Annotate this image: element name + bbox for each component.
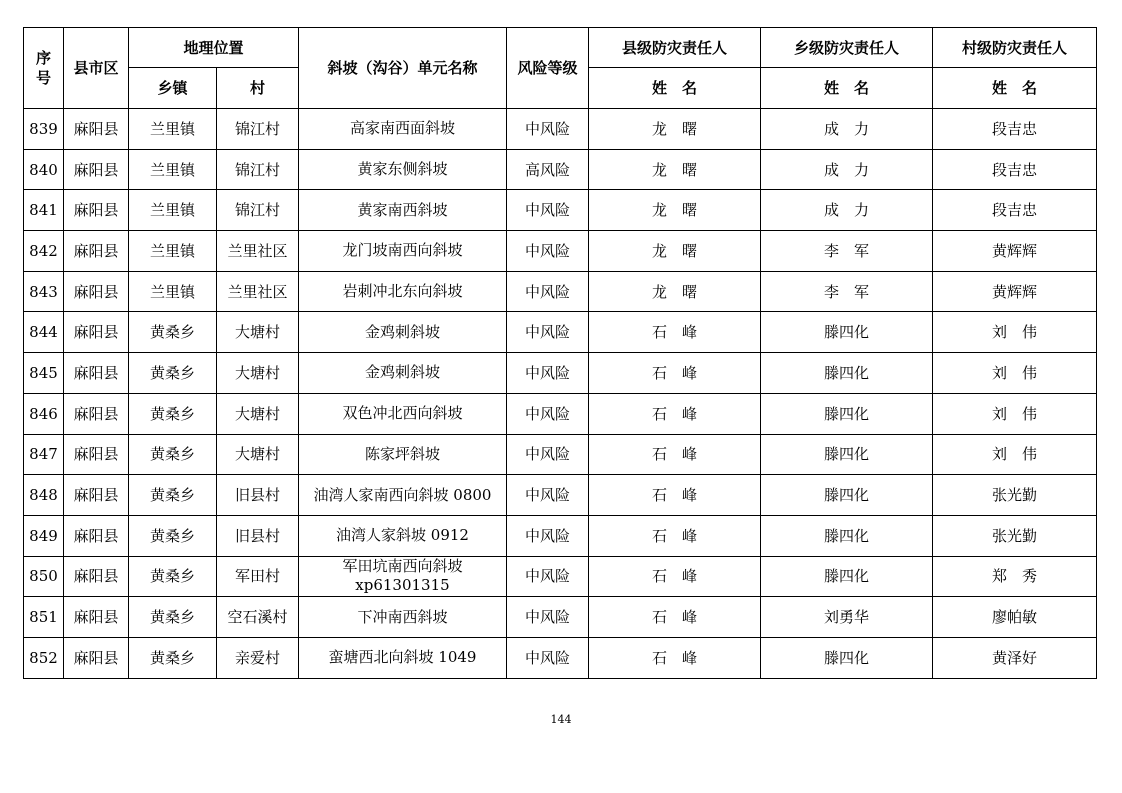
cell-township-person: 滕四化 — [761, 556, 933, 597]
cell-risk: 中风险 — [507, 597, 589, 638]
cell-county: 麻阳县 — [64, 556, 129, 597]
cell-township: 黄桑乡 — [129, 515, 217, 556]
cell-county: 麻阳县 — [64, 475, 129, 516]
cell-village-person: 刘 伟 — [933, 393, 1097, 434]
cell-county: 麻阳县 — [64, 637, 129, 678]
cell-seq: 851 — [24, 597, 64, 638]
header-county-district: 县市区 — [64, 28, 129, 109]
cell-slope-unit: 双色冲北西向斜坡 — [299, 393, 507, 434]
table-row — [24, 149, 1097, 190]
cell-township-person: 成 力 — [761, 109, 933, 150]
cell-township-person: 滕四化 — [761, 515, 933, 556]
cell-village: 兰里社区 — [217, 231, 299, 272]
cell-risk: 中风险 — [507, 312, 589, 353]
cell-county: 麻阳县 — [64, 190, 129, 231]
cell-township: 黄桑乡 — [129, 475, 217, 516]
cell-slope-unit: 蛮塘西北向斜坡 1049 — [299, 637, 507, 678]
cell-village: 锦江村 — [217, 190, 299, 231]
cell-county: 麻阳县 — [64, 515, 129, 556]
table-row — [24, 556, 1097, 597]
table-row — [24, 637, 1097, 678]
cell-slope-unit: 黄家东侧斜坡 — [299, 149, 507, 190]
cell-seq: 847 — [24, 434, 64, 475]
cell-township: 兰里镇 — [129, 149, 217, 190]
cell-slope-unit: 下冲南西斜坡 — [299, 597, 507, 638]
cell-county-person: 石 峰 — [589, 637, 761, 678]
cell-village: 锦江村 — [217, 109, 299, 150]
cell-county-person: 石 峰 — [589, 434, 761, 475]
cell-risk: 中风险 — [507, 109, 589, 150]
cell-slope-unit: 油湾人家斜坡 0912 — [299, 515, 507, 556]
cell-seq: 846 — [24, 393, 64, 434]
cell-township-person: 成 力 — [761, 149, 933, 190]
header-township: 乡镇 — [129, 68, 217, 109]
cell-county-person: 石 峰 — [589, 393, 761, 434]
header-geo-location: 地理位置 — [129, 28, 299, 68]
cell-slope-unit: 金鸡刺斜坡 — [299, 353, 507, 394]
cell-village-person: 廖帕敏 — [933, 597, 1097, 638]
cell-township-person: 滕四化 — [761, 393, 933, 434]
cell-village: 锦江村 — [217, 149, 299, 190]
cell-village-person: 段吉忠 — [933, 109, 1097, 150]
cell-seq: 841 — [24, 190, 64, 231]
cell-village-person: 段吉忠 — [933, 190, 1097, 231]
header-village-name: 姓 名 — [933, 68, 1097, 109]
cell-seq: 850 — [24, 556, 64, 597]
cell-township: 兰里镇 — [129, 109, 217, 150]
cell-village-person: 段吉忠 — [933, 149, 1097, 190]
cell-village-person: 郑 秀 — [933, 556, 1097, 597]
cell-village: 空石溪村 — [217, 597, 299, 638]
cell-slope-unit: 军田坑南西向斜坡 xp61301315 — [299, 556, 507, 597]
cell-township-person: 滕四化 — [761, 434, 933, 475]
cell-township: 黄桑乡 — [129, 353, 217, 394]
cell-township: 兰里镇 — [129, 271, 217, 312]
table-row — [24, 190, 1097, 231]
responsibility-table — [23, 27, 1097, 679]
cell-village: 大塘村 — [217, 393, 299, 434]
cell-county: 麻阳县 — [64, 434, 129, 475]
cell-county: 麻阳县 — [64, 393, 129, 434]
cell-township-person: 李 军 — [761, 271, 933, 312]
cell-township-person: 滕四化 — [761, 353, 933, 394]
header-village: 村 — [217, 68, 299, 109]
cell-county: 麻阳县 — [64, 231, 129, 272]
header-slope-unit-name: 斜坡（沟谷）单元名称 — [299, 28, 507, 109]
cell-township: 黄桑乡 — [129, 312, 217, 353]
cell-county: 麻阳县 — [64, 109, 129, 150]
cell-village: 大塘村 — [217, 312, 299, 353]
table-row — [24, 271, 1097, 312]
cell-county: 麻阳县 — [64, 149, 129, 190]
cell-seq: 849 — [24, 515, 64, 556]
cell-township: 黄桑乡 — [129, 556, 217, 597]
cell-county: 麻阳县 — [64, 271, 129, 312]
cell-township-person: 滕四化 — [761, 312, 933, 353]
cell-township-person: 滕四化 — [761, 637, 933, 678]
cell-county-person: 石 峰 — [589, 556, 761, 597]
table-row — [24, 597, 1097, 638]
cell-seq: 843 — [24, 271, 64, 312]
cell-county-person: 石 峰 — [589, 312, 761, 353]
cell-county-person: 石 峰 — [589, 597, 761, 638]
cell-township-person: 李 军 — [761, 231, 933, 272]
table-row — [24, 434, 1097, 475]
cell-township: 黄桑乡 — [129, 393, 217, 434]
cell-slope-unit: 岩刺冲北东向斜坡 — [299, 271, 507, 312]
table-header — [24, 28, 1097, 109]
cell-village: 兰里社区 — [217, 271, 299, 312]
table-row — [24, 353, 1097, 394]
cell-village-person: 刘 伟 — [933, 434, 1097, 475]
cell-village: 亲爱村 — [217, 637, 299, 678]
cell-slope-unit: 金鸡刺斜坡 — [299, 312, 507, 353]
cell-village-person: 张光勤 — [933, 475, 1097, 516]
cell-seq: 844 — [24, 312, 64, 353]
table-row — [24, 515, 1097, 556]
cell-village-person: 黄辉辉 — [933, 271, 1097, 312]
cell-village: 旧县村 — [217, 475, 299, 516]
cell-risk: 中风险 — [507, 393, 589, 434]
cell-slope-unit: 油湾人家南西向斜坡 0800 — [299, 475, 507, 516]
cell-county-person: 龙 曙 — [589, 149, 761, 190]
cell-township: 兰里镇 — [129, 231, 217, 272]
cell-county-person: 石 峰 — [589, 475, 761, 516]
header-township-responsible: 乡级防灾责任人 — [761, 28, 933, 68]
cell-risk: 中风险 — [507, 475, 589, 516]
cell-risk: 中风险 — [507, 637, 589, 678]
header-county-responsible: 县级防灾责任人 — [589, 28, 761, 68]
cell-seq: 845 — [24, 353, 64, 394]
cell-township-person: 滕四化 — [761, 475, 933, 516]
cell-village-person: 刘 伟 — [933, 353, 1097, 394]
cell-township-person: 刘勇华 — [761, 597, 933, 638]
cell-county-person: 石 峰 — [589, 353, 761, 394]
cell-township-person: 成 力 — [761, 190, 933, 231]
cell-county: 麻阳县 — [64, 312, 129, 353]
cell-seq: 852 — [24, 637, 64, 678]
cell-village: 旧县村 — [217, 515, 299, 556]
header-county-name: 姓 名 — [589, 68, 761, 109]
header-village-responsible: 村级防灾责任人 — [933, 28, 1097, 68]
table-row — [24, 393, 1097, 434]
cell-slope-unit: 龙门坡南西向斜坡 — [299, 231, 507, 272]
cell-risk: 中风险 — [507, 515, 589, 556]
cell-township: 黄桑乡 — [129, 434, 217, 475]
cell-seq: 840 — [24, 149, 64, 190]
cell-county-person: 石 峰 — [589, 515, 761, 556]
cell-village: 大塘村 — [217, 434, 299, 475]
cell-slope-unit: 陈家坪斜坡 — [299, 434, 507, 475]
table-row — [24, 475, 1097, 516]
cell-village: 大塘村 — [217, 353, 299, 394]
table-body — [24, 109, 1097, 679]
cell-seq: 839 — [24, 109, 64, 150]
cell-risk: 中风险 — [507, 434, 589, 475]
cell-village-person: 黄泽好 — [933, 637, 1097, 678]
cell-village: 军田村 — [217, 556, 299, 597]
cell-county: 麻阳县 — [64, 597, 129, 638]
cell-county-person: 龙 曙 — [589, 231, 761, 272]
cell-township: 黄桑乡 — [129, 637, 217, 678]
cell-village-person: 刘 伟 — [933, 312, 1097, 353]
cell-seq: 848 — [24, 475, 64, 516]
cell-village-person: 张光勤 — [933, 515, 1097, 556]
cell-county-person: 龙 曙 — [589, 109, 761, 150]
cell-township: 兰里镇 — [129, 190, 217, 231]
cell-risk: 中风险 — [507, 190, 589, 231]
cell-risk: 中风险 — [507, 556, 589, 597]
cell-slope-unit: 黄家南西斜坡 — [299, 190, 507, 231]
cell-county-person: 龙 曙 — [589, 190, 761, 231]
header-risk-level: 风险等级 — [507, 28, 589, 109]
table-row — [24, 109, 1097, 150]
cell-township: 黄桑乡 — [129, 597, 217, 638]
page-number: 144 — [550, 713, 572, 726]
cell-risk: 中风险 — [507, 271, 589, 312]
cell-county: 麻阳县 — [64, 353, 129, 394]
header-township-name: 姓 名 — [761, 68, 933, 109]
header-seq: 序 号 — [24, 28, 64, 109]
table-row — [24, 312, 1097, 353]
cell-village-person: 黄辉辉 — [933, 231, 1097, 272]
cell-risk: 中风险 — [507, 353, 589, 394]
cell-risk: 高风险 — [507, 149, 589, 190]
table-row — [24, 231, 1097, 272]
cell-county-person: 龙 曙 — [589, 271, 761, 312]
cell-seq: 842 — [24, 231, 64, 272]
cell-risk: 中风险 — [507, 231, 589, 272]
cell-slope-unit: 高家南西面斜坡 — [299, 109, 507, 150]
